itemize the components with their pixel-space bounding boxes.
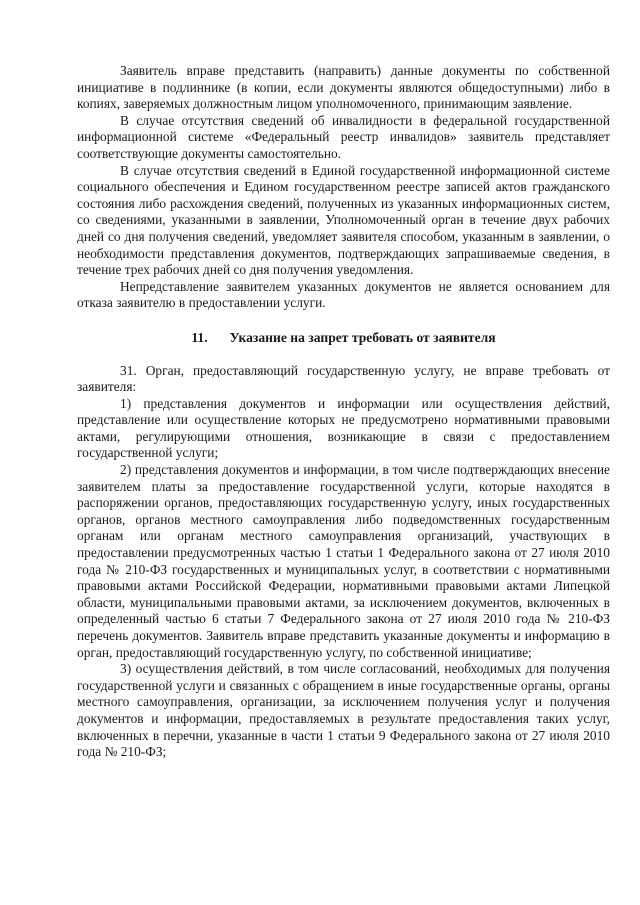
paragraph-clause-31: 31. Орган, предоставляющий государственную услугу, не вправе требовать от заявителя: [77,362,610,395]
section-title: Указание на запрет требовать от заявителя [229,329,496,345]
section-number: 11. [191,329,208,345]
paragraph-missing-information: В случае отсутствия сведений в Единой государственной информационной системе социального обеспечения и Едином государственном реестре записей актов гражданского состояния либо расхождения сведений, полученных из указанных информационных систем, со сведениями, указанными в заявлении, Уполномоченный орган в течение двух рабочих дней со дня получения сведений, уведомляет заявителя способом, указанным в заявлении, о необходимости представления документов, подтверждающих запрашиваемые сведения, в течение трех рабочих дней со дня получения уведомления. [77,162,610,278]
section-heading [77,330,610,347]
list-item-2: 2) представления документов и информации, в том числе подтверждающих внесение заявителем платы за предоставление государственной услуги, которые находятся в распоряжении органов, предоставляющих государственную услугу, иных государственных органов, органов местного самоуправления либо подведомственных государственным органам или органам местного самоуправления организаций, участвующих в предоставлении предусмотренных частью 1 статьи 1 Федерального закона от 27 июля 2010 года № 210-ФЗ государственных и муниципальных услуг, в соответствии с нормативными правовыми актами Российской Федерации, нормативными правовыми актами Липецкой области, муниципальными правовыми актами, за исключением документов, включенных в определенный частью 6 статьи 7 Федерального закона от 27 июля 2010 года № 210-ФЗ перечень документов. Заявитель вправе представить указанные документы и информацию в орган, предоставляющий государственную услугу, по собственной инициативе; [77,462,610,660]
list-item-1: 1) представления документов и информации или осуществления действий, представление или осуществление которых не предусмотрено нормативными правовыми актами, регулирующими отношения, возникающие в связи с предоставлением государственной услуги; [77,395,610,461]
list-item-3: 3) осуществления действий, в том числе согласований, необходимых для получения государственной услуги и связанных с обращением в иные государственные органы, органы местного самоуправления, организации, за исключением получения услуг и получения документов и информации, предоставляемых в результате предоставления таких услуг, включенных в перечни, указанные в части 1 статьи 9 Федерального закона от 27 июля 2010 года № 210-ФЗ; [77,661,610,760]
document-page [77,60,610,761]
paragraph-disability-registry: В случае отсутствия сведений об инвалидности в федеральной государственной информационной системе «Федеральный реестр инвалидов» заявитель представляет соответствующие документы самостоятельно. [77,112,610,161]
paragraph-non-submission: Непредставление заявителем указанных документов не является основанием для отказа заявителю в предоставлении услуги. [77,278,610,311]
paragraph-submit-documents: Заявитель вправе представить (направить) данные документы по собственной инициативе в подлиннике (в копии, если документы являются общедоступными) либо в копиях, заверяемых должностным лицом уполномоченного, принимающим заявление. [77,63,610,112]
